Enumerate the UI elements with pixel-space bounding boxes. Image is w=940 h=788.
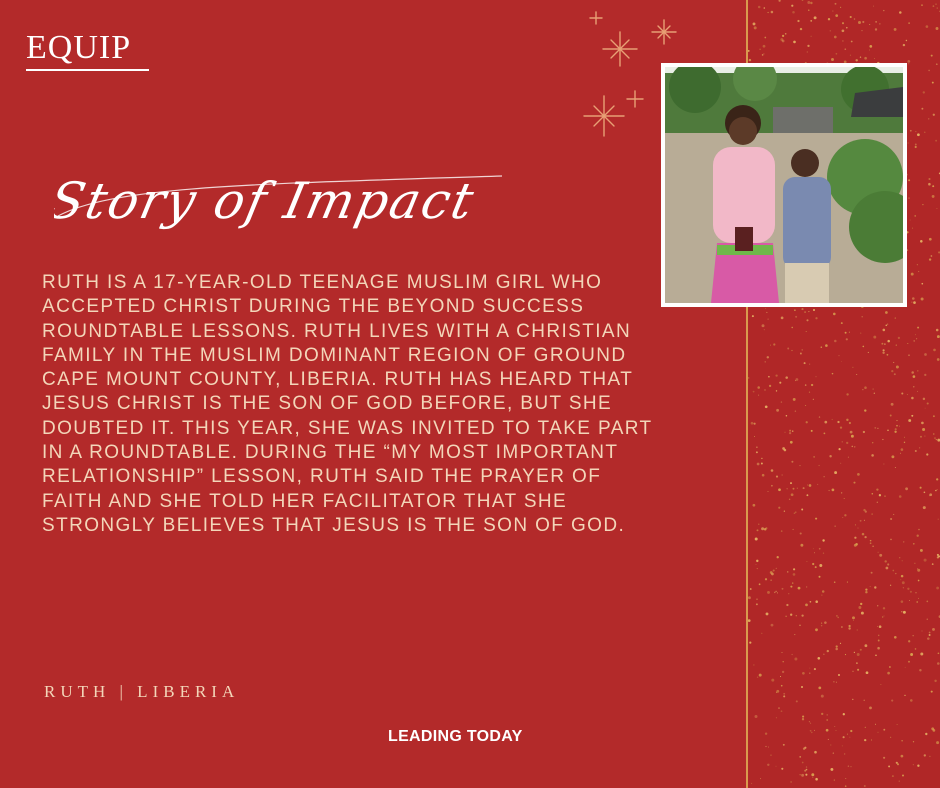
story-of-impact-heading (54, 146, 514, 256)
heading-text: Story of Impact (54, 171, 481, 230)
ruth-photo (661, 63, 907, 307)
story-body-text: RUTH IS A 17-YEAR-OLD TEENAGE MUSLIM GIRL WHO ACCEPTED CHRIST DURING THE BEYOND SUCCESS ROUNDTABLE LESSONS. RUTH LIVES WITH A CHRISTIAN FAMILY IN THE MUSLIM DOMINANT REGION OF GROUND CAPE MOUNT COUNTY, LIBERIA. RUTH HAS HEARD THAT JESUS CHRIST IS THE SON OF GOD BEFORE, BUT SHE DOUBTED IT. THIS YEAR, SHE WAS INVITED TO TAKE PART IN A ROUNDTABLE. DURING THE “MY MOST IMPORTANT RELATIONSHIP” LESSON, RUTH SAID THE PRAYER OF FAITH AND SHE TOLD HER FACILITATOR THAT SHE STRONGLY BELIEVES THAT JESUS IS THE SON OF GOD. (42, 272, 653, 536)
leading-today-tagline: LEADING TODAY (388, 728, 523, 745)
equip-logo: EQUIP (26, 29, 132, 66)
photo-of-two-children-icon (665, 67, 903, 303)
attribution-line: RUTH | LIBERIA (44, 682, 240, 701)
logo-underline (26, 69, 149, 71)
